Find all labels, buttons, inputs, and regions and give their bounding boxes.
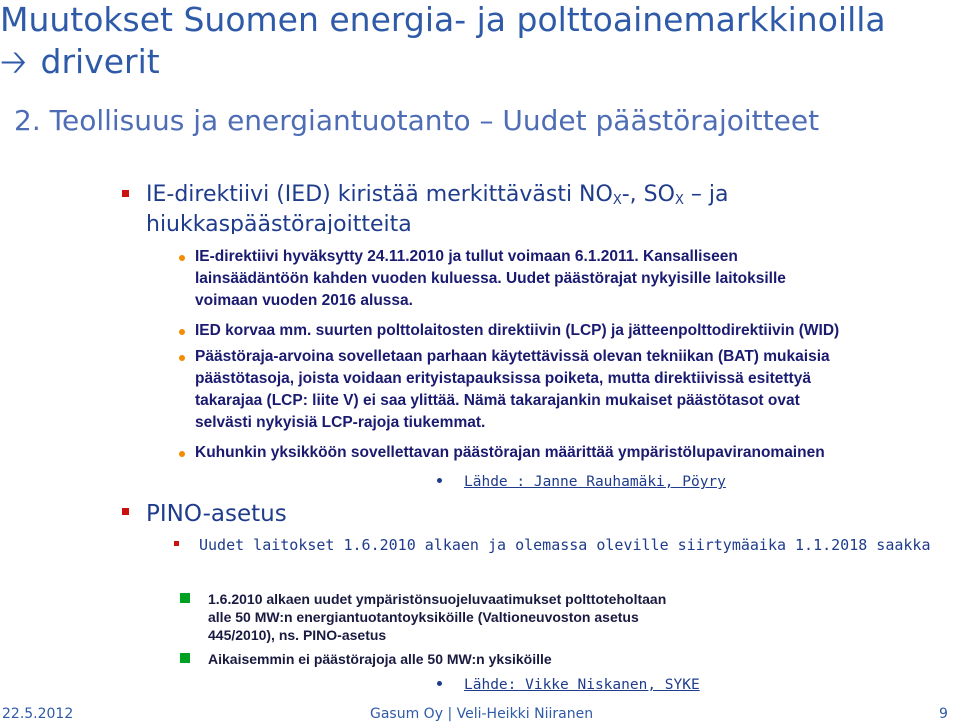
list-item: 1.6.2010 alkaen uudet ympäristönsuojeluvaatimukset polttoteholtaan alle 50 MW:n energiantuotantoyksiköille (Valtioneuvoston asetus 445/2010), ns. PINO-asetus xyxy=(180,590,800,644)
pino-subpoint: Uudet laitokset 1.6.2010 alkaen ja olemassa oleville siirtymäaika 1.1.2018 saakka xyxy=(199,536,931,554)
pino-heading: PINO-asetus xyxy=(146,501,287,527)
title-driverit: driverit xyxy=(40,42,160,81)
square-bullet-icon xyxy=(174,541,179,546)
list-item: Päästöraja-arvoina sovelletaan parhaan käytettävissä olevan tekniikan (BAT) mukaisia päästötasoja, joista voidaan erityistapauksissa poiketa, mutta direktiivissä esitettyä takarajaa (LCP: liite V) ei saa ylittää. Nämä takarajankin mukaiset päästötasot ovat selvästi nykyisiä LCP-rajoja tiukemmat. xyxy=(174,346,874,434)
slide-title-line2 xyxy=(0,42,160,82)
ied-heading: IE-direktiivi (IED) kiristää merkittävästi $NO_X-$, $SO_X$ – ja xyxy=(146,182,729,208)
pino-clipping xyxy=(180,590,800,668)
green-square-icon xyxy=(180,653,190,663)
page-number: 9 xyxy=(939,706,948,722)
slide-subtitle: 2. Teollisuus ja energiantuotanto – Uudet päästörajoitteet xyxy=(14,104,820,137)
square-bullet-icon xyxy=(122,190,129,197)
ied-heading-line2: hiukkaspäästörajoitteita xyxy=(146,212,412,234)
list-item: IE-direktiivi hyväksytty 24.11.2010 ja tullut voimaan 6.1.2011. Kansalliseen lainsäädäntöön kahden vuoden kuluessa. Uudet päästörajat nykyisille laitoksille voimaan vuoden 2016 alussa. xyxy=(174,246,874,312)
footer-author: Gasum Oy | Veli-Heikki Niiranen xyxy=(370,706,594,722)
slide-title-line1: Muutokset Suomen energia- ja polttoainemarkkinoilla xyxy=(0,0,886,39)
ied-clipping xyxy=(174,246,874,464)
footer-date: 22.5.2012 xyxy=(2,706,74,722)
orange-dot-icon xyxy=(179,355,185,361)
source-note-poyry: Lähde : Janne Rauhamäki, Pöyry xyxy=(437,474,726,490)
right-arrow-icon: 🡢 xyxy=(0,42,27,81)
source-note-syke: Lähde: Vikke Niskanen, SYKE xyxy=(437,677,700,693)
orange-dot-icon xyxy=(179,329,185,335)
green-square-icon xyxy=(180,593,190,603)
round-bullet-icon xyxy=(437,478,442,483)
square-bullet-icon xyxy=(122,508,129,515)
list-item: Kuhunkin yksikköön sovellettavan päästörajan määrittää ympäristölupaviranomainen xyxy=(174,442,874,464)
orange-dot-icon xyxy=(179,451,185,457)
round-bullet-icon xyxy=(437,681,442,686)
orange-dot-icon xyxy=(179,255,185,261)
list-item: IED korvaa mm. suurten polttolaitosten direktiivin (LCP) ja jätteenpolttodirektiivin (WID) xyxy=(174,320,874,342)
list-item: Aikaisemmin ei päästörajoja alle 50 MW:n yksiköille xyxy=(180,650,800,668)
